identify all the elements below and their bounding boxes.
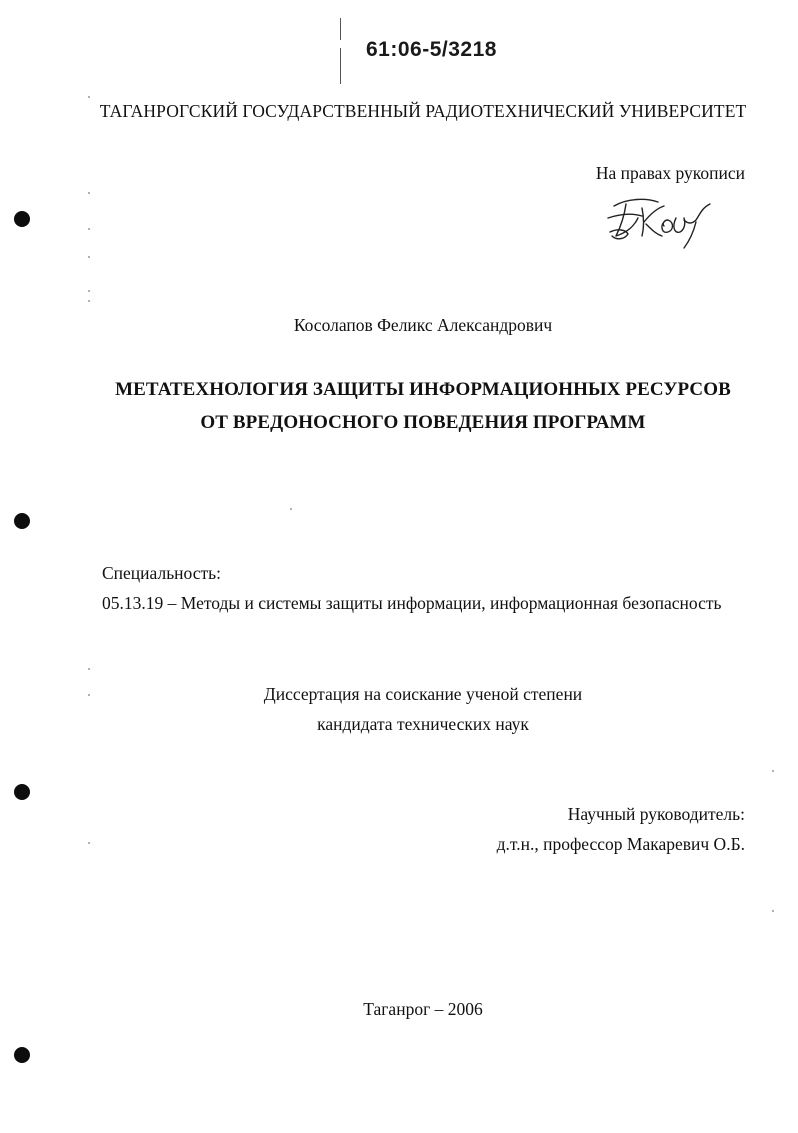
scan-speck — [88, 192, 90, 194]
scan-speck — [290, 508, 292, 510]
scan-speck — [772, 770, 774, 772]
scan-speck — [88, 290, 90, 292]
scan-speck — [772, 910, 774, 912]
binder-hole — [14, 211, 30, 227]
specialty-label: Специальность: — [102, 563, 221, 583]
dissertation-title-line-1: МЕТАТЕХНОЛОГИЯ ЗАЩИТЫ ИНФОРМАЦИОННЫХ РЕСУРСОВ — [115, 379, 731, 400]
scan-speck — [88, 668, 90, 670]
archive-number: 61:06-5/3218 — [366, 38, 497, 61]
stamp-divider-line — [340, 48, 341, 84]
scan-speck — [88, 694, 90, 696]
stamp-divider-line — [340, 18, 341, 40]
binder-hole — [14, 513, 30, 529]
binder-hole — [14, 784, 30, 800]
scan-speck — [88, 300, 90, 302]
signature-handwritten — [598, 188, 728, 258]
advisor-label: Научный руководитель: — [567, 804, 745, 824]
scan-speck — [88, 842, 90, 844]
scan-speck — [88, 228, 90, 230]
manuscript-note: На правах рукописи — [595, 163, 745, 183]
scan-speck — [88, 256, 90, 258]
binder-hole — [14, 1047, 30, 1063]
degree-line-2: кандидата технических наук — [317, 714, 529, 734]
advisor-name: д.т.н., профессор Макаревич О.Б. — [496, 834, 745, 854]
scan-speck — [88, 96, 90, 98]
author-name: Косолапов Феликс Александрович — [293, 315, 553, 335]
city-year: Таганрог – 2006 — [363, 999, 483, 1019]
dissertation-title-line-2: ОТ ВРЕДОНОСНОГО ПОВЕДЕНИЯ ПРОГРАММ — [200, 412, 646, 433]
university-name: ТАГАНРОГСКИЙ ГОСУДАРСТВЕННЫЙ РАДИОТЕХНИЧЕСКИЙ УНИВЕРСИТЕТ — [99, 101, 747, 121]
specialty-value: 05.13.19 – Методы и системы защиты информации, информационная безопасность — [102, 593, 722, 613]
degree-line-1: Диссертация на соискание ученой степени — [263, 684, 583, 704]
